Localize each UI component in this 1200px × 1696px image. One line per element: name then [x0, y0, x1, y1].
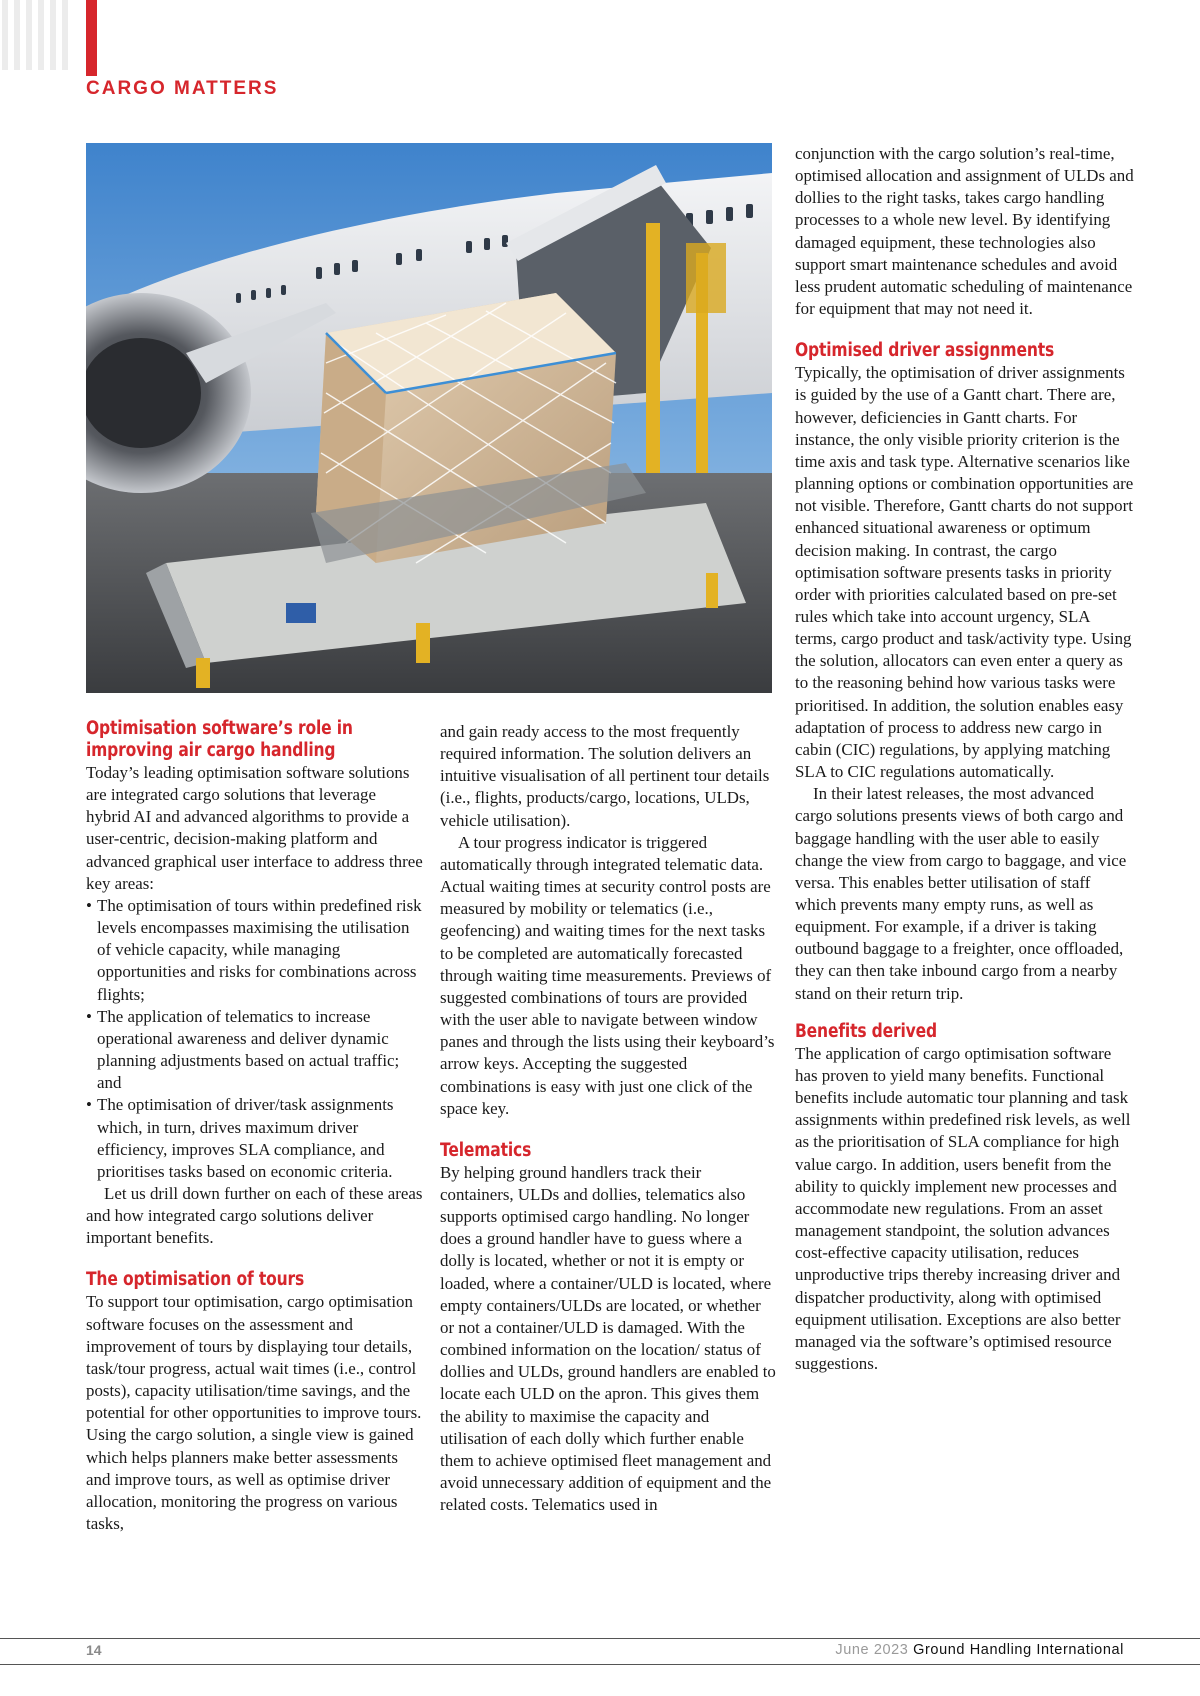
paragraph: Let us drill down further on each of these areas and how integrated cargo solutions deliver important benefits. — [86, 1183, 423, 1248]
section-accent-bar — [86, 0, 97, 76]
corner-decoration — [0, 0, 78, 70]
list-item: • The optimisation of driver/task assignments which, in turn, drives maximum driver efficiency, improves SLA compliance, and prioritises tasks based on economic criteria. — [86, 1094, 424, 1183]
heading-optimisation-of-tours: The optimisation of tours — [86, 1269, 305, 1291]
column-1 — [86, 718, 424, 1535]
paragraph: Typically, the optimisation of driver assignments is guided by the use of a Gantt chart. There are, however, deficiencies in Gantt charts. For instance, the only visible priority criterion is the time axis and task type. Alternative scenarios like planning options or combination opportunities are not visible. Therefore, Gantt charts do not support enhanced situational awareness or optimum decision making. In contrast, the cargo optimisation software presents tasks in priority order with priorities calculated based on pre-set rules which take into account urgency, SLA terms, cargo product and task/activity type. Using the solution, allocators can even enter a query as to the reasoning behind how various tasks were prioritised. In addition, the solution enables easy adaptation of process to address new cargo in cabin (CIC) regulations, by applying matching SLA to CIC regulations automatically. — [795, 363, 1134, 782]
paragraph: In their latest releases, the most advanced cargo solutions presents views of both cargo and baggage handling with the user able to easily change the view from cargo to baggage, and vice versa. This enables better utilisation of staff which prevents many empty runs, as well as equipment. For example, if a driver is taking outbound baggage to a freighter, once offloaded, they can then take inbound cargo from a nearby stand on their return trip. — [795, 784, 1127, 1003]
paragraph: A tour progress indicator is triggered automatically through integrated telematic data. Actual waiting times at security control posts are measured by mobility or telematics (i.e., geofencing) and waiting times for the next tasks to be completed are automatically forecasted through waiting time measurements. Previews of suggested combinations of tours are provided with the user able to navigate between window panes and through the lists using their keyboard’s arrow keys. Accepting the suggested combinations is easy with just one click of the space key. — [440, 832, 775, 1118]
list-item: • The application of telematics to increase operational awareness and deliver dynamic planning adjustments based on actual traffic; and — [86, 1006, 424, 1095]
key-areas-list — [86, 895, 424, 1183]
footer-divider — [0, 1664, 1200, 1665]
column-3 — [795, 143, 1135, 1375]
paragraph: The application of cargo optimisation software has proven to yield many benefits. Functional benefits include automatic tour planning and task assignments within predefined risk levels, as well as the prioritisation of SLA compliance for high value cargo. In addition, users benefit from the ability to quickly implement new processes and accommodate new regulations. From an asset management standpoint, the solution advances cost-effective capacity utilisation, reduces unproductive trips thereby increasing driver and dispatcher productivity, along with optimised equipment utilisation. Exceptions are also better managed via the software’s optimised resource suggestions. — [795, 1043, 1131, 1373]
footer-credit — [835, 1642, 1124, 1658]
column-2 — [440, 721, 778, 1516]
page-number: 14 — [86, 1642, 102, 1658]
magazine-name: Ground Handling International — [913, 1642, 1124, 1658]
list-item: • The optimisation of tours within predefined risk levels encompasses maximising the utilisation of vehicle capacity, while managing opportunities and risks for combinations across flights; — [86, 895, 424, 1006]
paragraph: By helping ground handlers track their containers, ULDs and dollies, telematics also supports optimised cargo handling. No longer does a ground handler have to guess where a dolly is located, whether or not it is empty or loaded, where a container/ULD is located, where empty containers/ULDs are located, or whether or not a container/ULD is damaged. With the combined information on the location/ status of dollies and ULDs, ground handlers are enabled to locate each ULD on the apron. This gives them the ability to maximise the capacity and utilisation of each dolly which further enable them to achieve optimised fleet management and avoid unnecessary addition of equipment and the related costs. Telematics used in — [440, 1162, 776, 1515]
paragraph: and gain ready access to the most frequently required information. The solution delivers an intuitive visualisation of all pertinent tour details (i.e., flights, products/cargo, locations, ULDs, vehicle utilisation). — [440, 722, 770, 830]
footer-divider — [0, 1638, 1200, 1639]
heading-optimisation-software: Optimisation software’s role in improving air cargo handling — [86, 718, 353, 761]
cargo-photo — [86, 143, 772, 693]
heading-benefits-derived: Benefits derived — [795, 1020, 937, 1042]
paragraph: Today’s leading optimisation software solutions are integrated cargo solutions that leverage hybrid AI and advanced algorithms to provide a user-centric, decision-making platform and advanced graphical user interface to address three key areas: — [86, 763, 423, 893]
heading-telematics: Telematics — [440, 1139, 532, 1161]
section-label: CARGO MATTERS — [86, 78, 279, 99]
issue-date: June 2023 — [835, 1642, 909, 1658]
heading-optimised-driver-assignments: Optimised driver assignments — [795, 340, 1055, 362]
paragraph: conjunction with the cargo solution’s real-time, optimised allocation and assignment of ULDs and dollies to the right tasks, takes cargo handling processes to a whole new level. By identifying damaged equipment, these technologies also support smart maintenance schedules and avoid less prudent automatic scheduling of maintenance for equipment that may not need it. — [795, 144, 1134, 319]
paragraph: To support tour optimisation, cargo optimisation software focuses on the assessment and improvement of tours by displaying tour details, task/tour progress, actual wait times (i.e., control posts), capacity utilisation/time savings, and the potential for other opportunities to improve tours. Using the cargo solution, a single view is gained which helps planners make better assessments and improve tours, as well as optimise driver allocation, monitoring the progress on various tasks, — [86, 1292, 422, 1533]
